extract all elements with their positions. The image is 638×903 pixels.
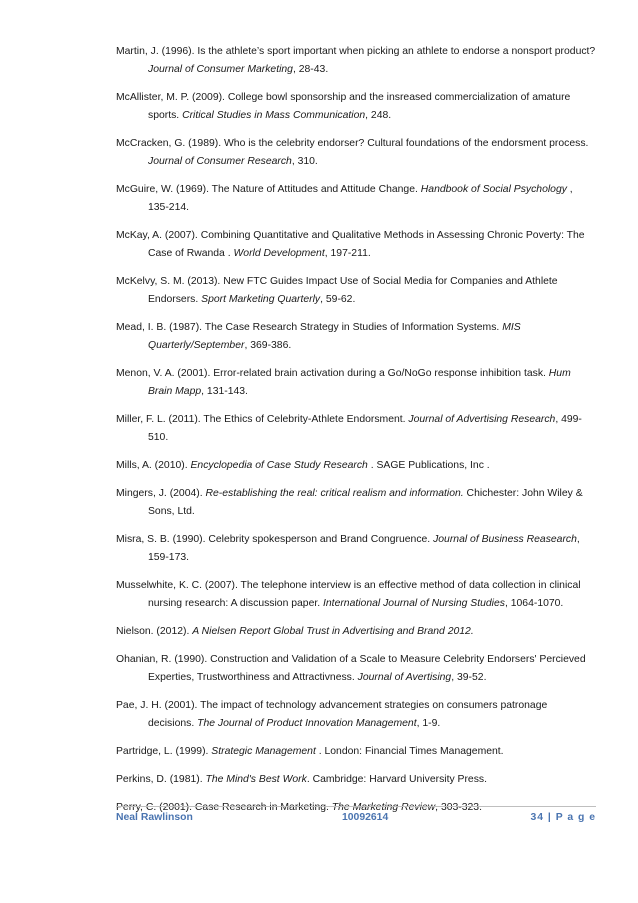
reference-text: Menon, V. A. (2001). Error-related brain activation during a Go/NoGo response inhibition task.: [116, 368, 549, 379]
reference-text: Misra, S. B. (1990). Celebrity spokesperson and Brand Congruence.: [116, 534, 434, 545]
reference-pages: , 310.: [291, 156, 318, 167]
reference-entry: [116, 743, 596, 761]
reference-text: Nielson. (2012).: [116, 626, 193, 637]
reference-entry: [116, 227, 596, 263]
reference-entry: [116, 181, 596, 217]
reference-entry: [116, 457, 596, 475]
reference-pages: , 197-211.: [324, 248, 371, 259]
reference-pages: , 59-62.: [320, 294, 356, 305]
reference-text: Ohanian, R. (1990). Construction and Validation of a Scale to Measure Celebrity Endorsers' Percieved Experties, Trustworthiness and Attractivness.: [116, 654, 586, 683]
reference-pages: , 39-52.: [451, 672, 487, 683]
reference-source-title: Journal of Avertising: [357, 672, 452, 683]
reference-list: [116, 43, 596, 827]
reference-source-title: Critical Studies in Mass Communication: [182, 110, 366, 121]
reference-source-title: A Nielsen Report Global Trust in Advertising and Brand 2012.: [192, 626, 474, 637]
footer-author: Neal Rawlinson: [116, 812, 193, 823]
reference-text: Perry, C. (2001). Case Research in Marketing.: [116, 802, 332, 813]
reference-source-title: Journal of Business Reasearch: [433, 534, 577, 545]
reference-text: Mills, A. (2010).: [116, 460, 191, 471]
reference-source-title: Journal of Advertising Research: [408, 414, 556, 425]
reference-text: McAllister, M. P. (2009). College bowl sponsorship and the insreased commercialization of amature sports.: [116, 92, 571, 121]
reference-entry: [116, 43, 596, 79]
footer-page-number: 34 | P a g e: [530, 812, 596, 823]
reference-source-title: The Journal of Product Innovation Management: [197, 718, 417, 729]
reference-pages: , 499-510.: [148, 414, 582, 443]
reference-entry: [116, 577, 596, 613]
reference-source-title: Journal of Consumer Research: [148, 156, 292, 167]
reference-entry: [116, 319, 596, 355]
reference-source-title: Hum Brain Mapp: [148, 368, 571, 397]
reference-source-title: Encyclopedia of Case Study Research: [190, 460, 368, 471]
reference-entry: [116, 651, 596, 687]
reference-pages: , 135-214.: [148, 184, 573, 213]
reference-text: McGuire, W. (1969). The Nature of Attitudes and Attitude Change.: [116, 184, 421, 195]
reference-entry: [116, 135, 596, 171]
reference-text: Martin, J. (1996). Is the athlete’s sport important when picking an athlete to endorse a nonsport product?: [116, 46, 596, 57]
reference-text: Perkins, D. (1981).: [116, 774, 206, 785]
reference-source-title: The Mind's Best Work: [205, 774, 307, 785]
reference-entry: [116, 771, 596, 789]
reference-source-title: The Marketing Review: [331, 802, 436, 813]
reference-pages: , 1064-1070.: [504, 598, 564, 609]
reference-source-title: Journal of Consumer Marketing: [148, 64, 293, 75]
reference-pages: , 369-386.: [244, 340, 292, 351]
reference-pages: , 1-9.: [416, 718, 441, 729]
reference-source-title: Handbook of Social Psychology: [420, 184, 567, 195]
reference-entry: [116, 89, 596, 125]
reference-source-title: Strategic Management: [211, 746, 316, 757]
reference-text: McKay, A. (2007). Combining Quantitative and Qualitative Methods in Assessing Chronic Poverty: The Case of Rwanda .: [116, 230, 585, 259]
reference-entry: [116, 623, 596, 641]
reference-text: Miller, F. L. (2011). The Ethics of Celebrity-Athlete Endorsment.: [116, 414, 409, 425]
reference-source-title: World Development: [233, 248, 325, 259]
reference-text: Partridge, L. (1999).: [116, 746, 212, 757]
reference-pages: , 28-43.: [292, 64, 329, 75]
reference-source-title: MIS Quarterly/September: [148, 322, 521, 351]
reference-source-title: Sport Marketing Quarterly: [201, 294, 321, 305]
page-footer: [116, 806, 596, 829]
reference-pages: , 159-173.: [148, 534, 580, 563]
reference-pages: , 303-323.: [435, 802, 482, 813]
reference-entry: [116, 531, 596, 567]
reference-entry: [116, 365, 596, 401]
reference-pages: . SAGE Publications, Inc .: [367, 460, 490, 471]
reference-text: McKelvy, S. M. (2013). New FTC Guides Impact Use of Social Media for Companies and Athlete Endorsers.: [116, 276, 558, 305]
reference-entry: [116, 697, 596, 733]
reference-pages: . Cambridge: Harvard University Press.: [306, 774, 487, 785]
reference-entry: [116, 411, 596, 447]
reference-entry: [116, 485, 596, 521]
reference-text: Pae, J. H. (2001). The impact of technology advancement strategies on consumers patronage decisions.: [116, 700, 548, 729]
reference-pages: , 248.: [365, 110, 392, 121]
footer-student-id: 10092614: [342, 812, 389, 823]
reference-text: Musselwhite, K. C. (2007). The telephone interview is an effective method of data collection in clinical nursing research: A discussion paper.: [116, 580, 581, 609]
reference-text: McCracken, G. (1989). Who is the celebrity endorser? Cultural foundations of the endorsment process.: [116, 138, 589, 149]
reference-pages: . London: Financial Times Management.: [315, 746, 504, 757]
reference-entry: [116, 273, 596, 309]
reference-text: Mingers, J. (2004).: [116, 488, 206, 499]
reference-pages: Chichester: John Wiley & Sons, Ltd.: [148, 488, 583, 517]
reference-pages: , 131-143.: [201, 386, 248, 397]
reference-text: Mead, I. B. (1987). The Case Research Strategy in Studies of Information Systems.: [116, 322, 503, 333]
reference-source-title: Re-establishing the real: critical realism and information.: [205, 488, 464, 499]
reference-source-title: International Journal of Nursing Studies: [323, 598, 505, 609]
